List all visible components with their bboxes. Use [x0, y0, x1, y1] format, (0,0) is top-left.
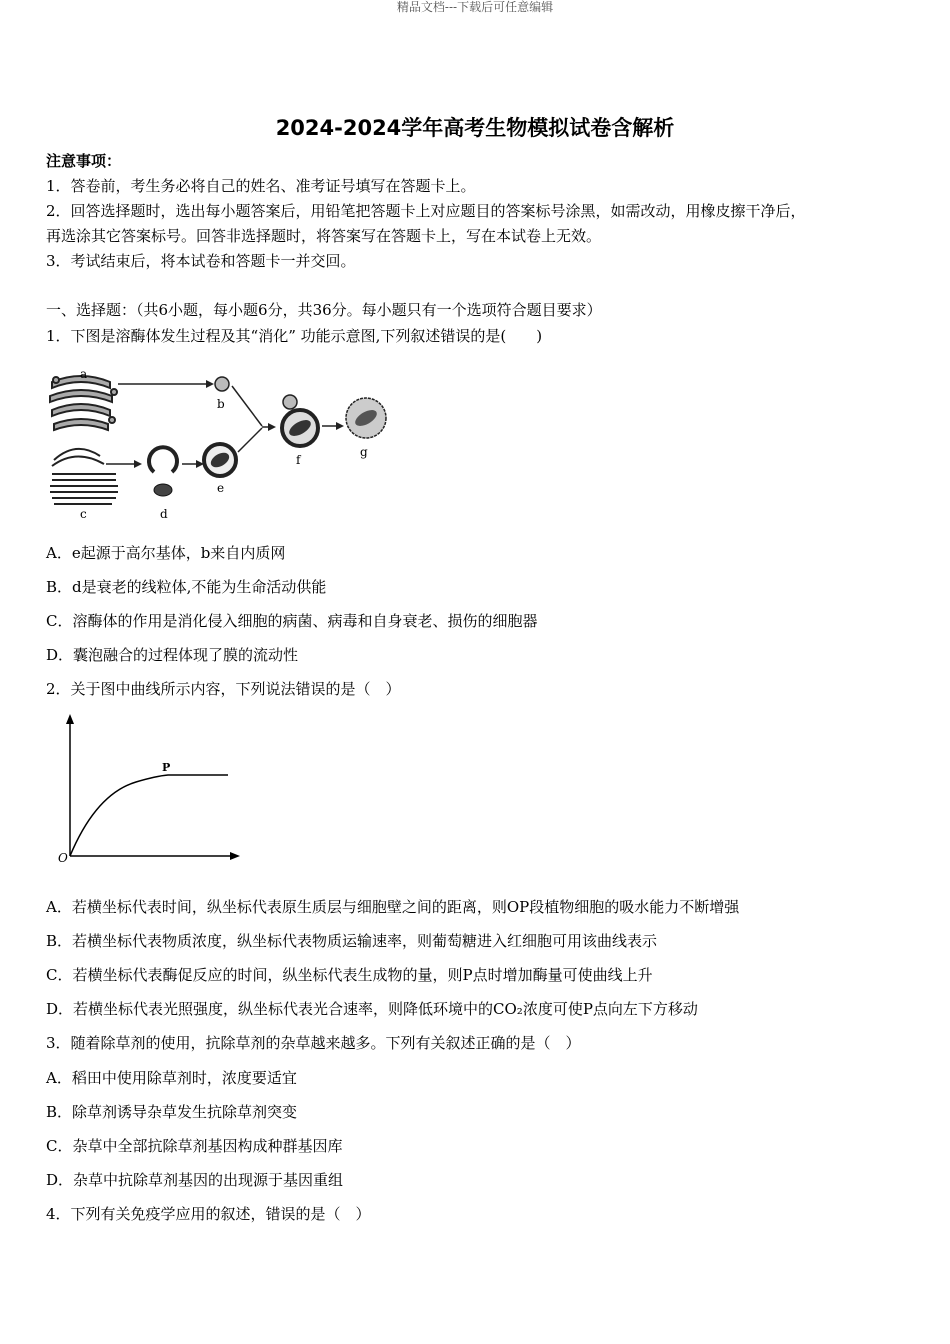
arrow-b-f	[232, 386, 262, 426]
arrowhead-a-b	[206, 380, 214, 388]
q1-option-b: B．d是衰老的线粒体,不能为生命活动供能	[46, 578, 327, 596]
q2-option-b: B．若横坐标代表物质浓度，纵坐标代表物质运输速率，则葡萄糖进入红细胞可用该曲线表示	[46, 932, 658, 950]
arrow-e-f	[238, 428, 262, 452]
q3-stem: 3．随着除草剂的使用，抗除草剂的杂草越来越多。下列有关叙述正确的是（ ）	[46, 1034, 581, 1052]
label-d: d	[160, 507, 168, 521]
mitochondrion-d	[154, 484, 172, 496]
label-b: b	[217, 397, 225, 411]
q1-stem: 1．下图是溶酶体发生过程及其“消化” 功能示意图,下列叙述错误的是( )	[46, 327, 543, 345]
page-title: 2024-2024学年高考生物模拟试卷含解析	[275, 116, 675, 140]
vesicle-b	[215, 377, 229, 391]
q2-option-c: C．若横坐标代表酶促反应的时间，纵坐标代表生成物的量，则P点时增加酶量可使曲线上升	[46, 966, 653, 984]
lysosome-fusing	[283, 395, 297, 409]
arrowhead-c-d	[134, 460, 142, 468]
label-e: e	[217, 481, 225, 495]
q2-stem: 2．关于图中曲线所示内容，下列说法错误的是（ ）	[46, 680, 401, 698]
q3-option-c: C．杂草中全部抗除草剂基因构成种群基因库	[46, 1137, 343, 1155]
label-g: g	[360, 445, 368, 459]
q2-option-d: D．若横坐标代表光照强度，纵坐标代表光合速率，则降低环境中的CO₂浓度可使P点向左下方移动	[46, 1000, 698, 1018]
q1-option-d: D．囊泡融合的过程体现了膜的流动性	[46, 646, 299, 664]
label-a: a	[80, 367, 88, 381]
y-axis-arrow	[66, 714, 74, 724]
arrowhead-f-g	[336, 422, 344, 430]
endoplasmic-reticulum	[50, 449, 118, 504]
notice-item-3: 3．考试结束后，将本试卷和答题卡一并交回。	[46, 252, 356, 270]
q1-option-c: C．溶酶体的作用是消化侵入细胞的病菌、病毒和自身衰老、损伤的细胞器	[46, 612, 538, 630]
q3-option-a: A．稻田中使用除草剂时，浓度要适宜	[46, 1069, 297, 1087]
curve	[70, 775, 228, 856]
q2-option-a: A．若横坐标代表时间，纵坐标代表原生质层与细胞壁之间的距离，则OP段植物细胞的吸水能力不断增强	[46, 898, 740, 916]
notice-item-2-cont: 再选涂其它答案标号。回答非选择题时，将答案写在答题卡上，写在本试卷上无效。	[46, 227, 602, 245]
saturation-curve-figure	[56, 714, 246, 870]
label-origin: O	[58, 851, 68, 865]
section-heading: 一、选择题：（共6小题，每小题6分，共36分。每小题只有一个选项符合题目要求）	[46, 301, 602, 319]
q3-option-b: B．除草剂诱导杂草发生抗除草剂突变	[46, 1103, 298, 1121]
phagophore-d	[149, 447, 177, 472]
q3-option-d: D．杂草中抗除草剂基因的出现源于基因重组	[46, 1171, 344, 1189]
label-f: f	[296, 453, 301, 467]
label-p: P	[162, 761, 171, 774]
page-header: 精品文档---下载后可任意编辑	[396, 0, 554, 14]
golgi-apparatus	[50, 376, 117, 430]
x-axis-arrow	[230, 852, 240, 860]
arrowhead-to-f	[268, 423, 276, 431]
q1-option-a: A．e起源于高尔基体，b来自内质网	[46, 544, 286, 562]
notice-heading: 注意事项：	[46, 152, 122, 170]
notice-item-2: 2．回答选择题时，选出每小题答案后，用铅笔把答题卡上对应题目的答案标号涂黑，如需改动，用橡皮擦干净后，	[46, 202, 806, 220]
notice-item-1: 1．答卷前，考生务必将自己的姓名、准考证号填写在答题卡上。	[46, 177, 476, 195]
lysosome-diagram	[46, 360, 391, 530]
label-c: c	[80, 507, 87, 521]
q4-stem: 4．下列有关免疫学应用的叙述，错误的是（ ）	[46, 1205, 371, 1223]
